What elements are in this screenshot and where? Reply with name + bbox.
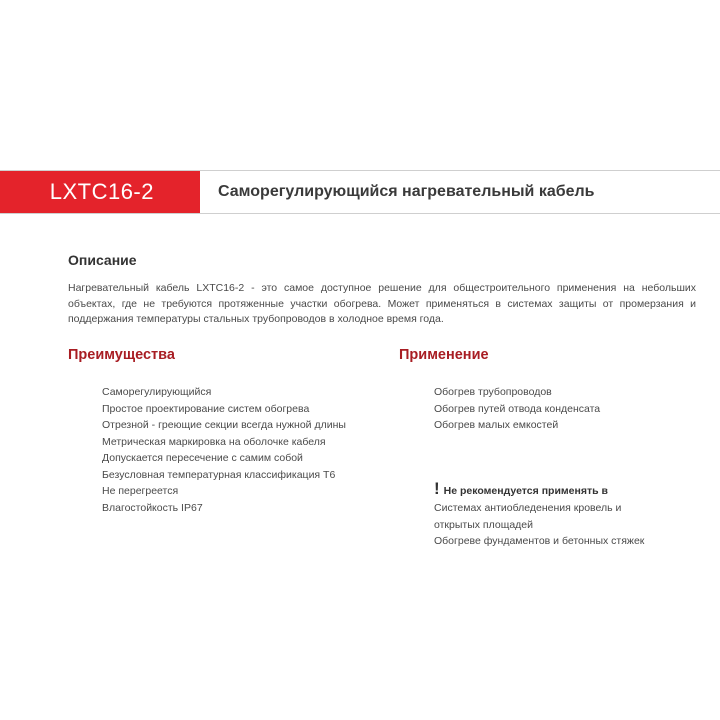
list-item: Обогреве фундаментов и бетонных стяжек (434, 535, 645, 547)
header-band (0, 170, 720, 214)
description-text: Нагревательный кабель LXTC16-2 - это самое доступное решение для общестроительного применения на небольших объектах, где не требуются протяженные участки обогрева. Может применяться в системах защиты от промерзания и поддержания температуры стальных трубопроводов в холодное время года. (68, 282, 696, 325)
list-item: Допускается пересечение с самим собой (102, 452, 303, 464)
list-item: открытых площадей (434, 518, 534, 531)
list-item: Обогрев трубопроводов (434, 386, 552, 398)
list-item: Метрическая маркировка на оболочке кабеля (102, 435, 326, 448)
list-item: Обогрев путей отвода конденсата (434, 402, 601, 415)
list-item: Простое проектирование систем обогрева (102, 402, 310, 415)
applications-heading: Применение (399, 347, 489, 363)
applications-list (434, 384, 600, 434)
list-item: Системах антиобледенения кровель и (434, 502, 622, 514)
model-label: LXTC16-2 (0, 171, 200, 213)
list-item: Не перегреется (102, 485, 179, 497)
not-recommended-heading: Не рекомендуется применять в (443, 485, 608, 497)
document-title: Саморегулирующийся нагревательный кабель (218, 183, 595, 200)
list-item: Саморегулирующийся (102, 386, 212, 398)
list-item: Влагостойкость IP67 (102, 501, 203, 514)
exclamation-icon: ! (434, 479, 440, 498)
advantages-heading: Преимущества (68, 347, 175, 363)
list-item: Обогрев малых емкостей (434, 419, 559, 431)
not-recommended-heading-row (434, 479, 608, 499)
list-item: Отрезной - греющие секции всегда нужной длины (102, 419, 346, 431)
description-heading: Описание (68, 252, 137, 268)
advantages-list (102, 384, 346, 516)
not-recommended-list (434, 500, 644, 550)
list-item: Безусловная температурная классификация Т6 (102, 468, 336, 481)
